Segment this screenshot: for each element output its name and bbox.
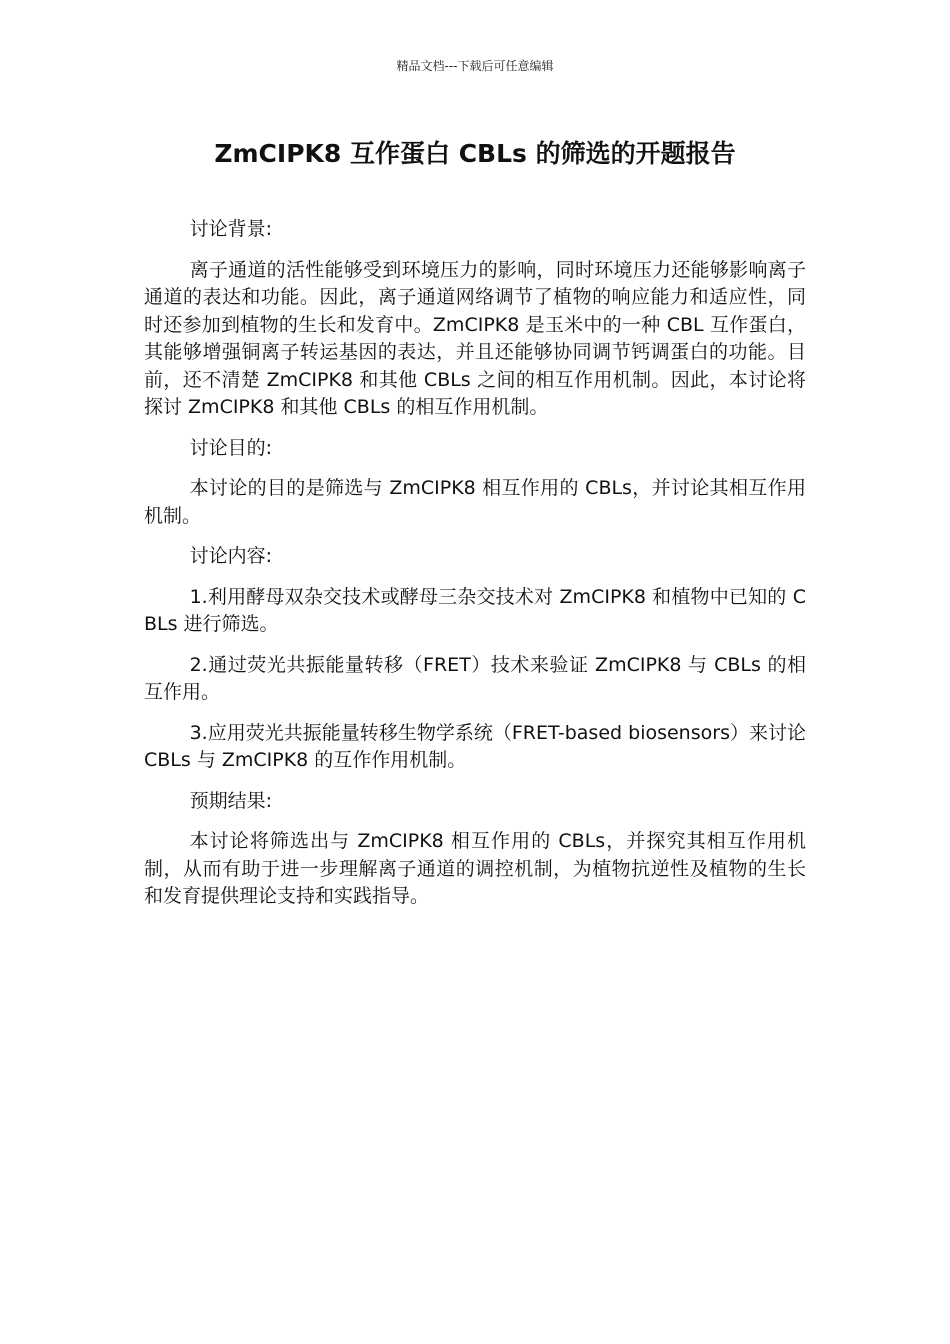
document-title: ZmCIPK8 互作蛋白 CBLs 的筛选的开题报告 xyxy=(214,139,736,168)
content-list-item: 1.利用酵母双杂交技术或酵母三杂交技术对 ZmCIPK8 和植物中已知的 CBLs 进行筛选。 xyxy=(144,585,806,635)
section-paragraph-purpose: 本讨论的目的是筛选与 ZmCIPK8 相互作用的 CBLs，并讨论其相互作用机制。 xyxy=(144,477,806,527)
section-heading-purpose: 讨论目的: xyxy=(189,436,272,459)
content-list-item: 3.应用荧光共振能量转移生物学系统（FRET-based biosensors）来讨论 CBLs 与 ZmCIPK8 的互作作用机制。 xyxy=(144,721,806,771)
section-paragraph-background: 离子通道的活性能够受到环境压力的影响，同时环境压力还能够影响离子通道的表达和功能。因此，离子通道网络调节了植物的响应能力和适应性，同时还参加到植物的生长和发育中。ZmCIPK8 是玉米中的一种 CBL 互作蛋白，其能够增强铜离子转运基因的表达，并且还能够协同调节钙调蛋白的功能。目前，还不清楚 ZmCIPK8 和其他 CBLs 之间的相互作用机制。因此，本讨论将探讨 ZmCIPK8 和其他 CBLs 的相互作用机制。 xyxy=(144,258,806,418)
section-heading-results: 预期结果: xyxy=(189,789,272,812)
section-paragraph-results: 本讨论将筛选出与 ZmCIPK8 相互作用的 CBLs，并探究其相互作用机制，从而有助于进一步理解离子通道的调控机制，为植物抗逆性及植物的生长和发育提供理论支持和实践指导。 xyxy=(144,830,806,907)
section-heading-content: 讨论内容: xyxy=(189,545,272,567)
section-heading-background: 讨论背景: xyxy=(189,218,272,240)
content-list-item: 2.通过荧光共振能量转移（FRET）技术来验证 ZmCIPK8 与 CBLs 的相互作用。 xyxy=(144,653,806,703)
page-header: 精品文档---下载后可任意编辑 xyxy=(396,59,554,73)
document-body xyxy=(144,216,806,924)
